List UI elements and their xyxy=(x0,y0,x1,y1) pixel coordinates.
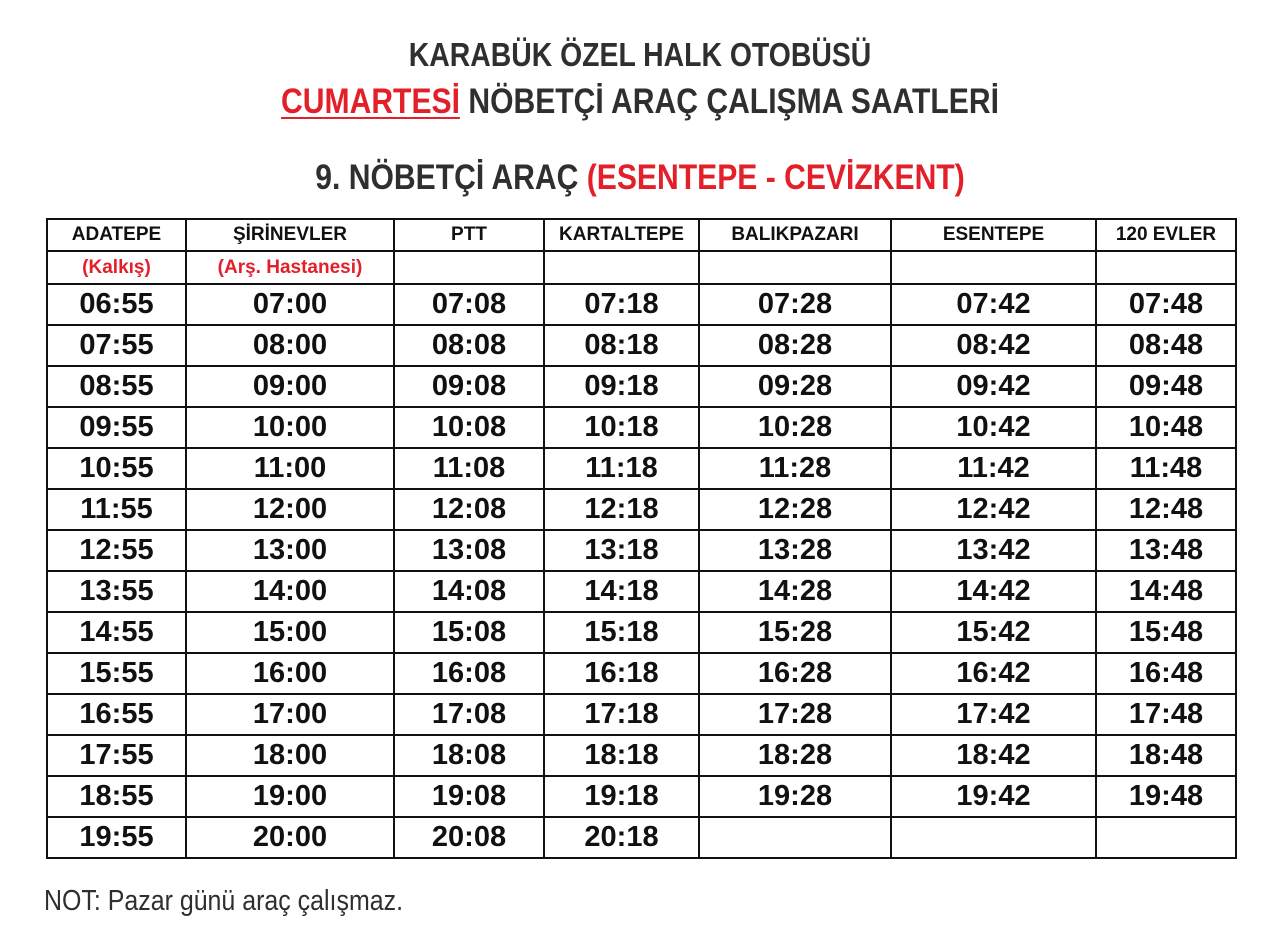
time-cell: 11:28 xyxy=(699,448,891,489)
time-cell: 08:08 xyxy=(394,325,544,366)
time-cell: 20:18 xyxy=(544,817,699,858)
table-row xyxy=(47,694,1236,735)
time-cell: 11:48 xyxy=(1096,448,1236,489)
column-subheader xyxy=(891,251,1096,284)
time-cell: 16:48 xyxy=(1096,653,1236,694)
time-cell: 07:55 xyxy=(47,325,186,366)
time-cell: 18:18 xyxy=(544,735,699,776)
column-header: KARTALTEPE xyxy=(544,219,699,251)
time-cell: 09:48 xyxy=(1096,366,1236,407)
time-cell: 06:55 xyxy=(47,284,186,325)
time-cell: 07:18 xyxy=(544,284,699,325)
time-cell: 19:08 xyxy=(394,776,544,817)
time-cell: 14:48 xyxy=(1096,571,1236,612)
time-cell: 17:28 xyxy=(699,694,891,735)
time-cell: 08:28 xyxy=(699,325,891,366)
time-cell: 19:18 xyxy=(544,776,699,817)
table-row xyxy=(47,735,1236,776)
time-cell: 15:48 xyxy=(1096,612,1236,653)
header-row xyxy=(47,219,1236,251)
table-row xyxy=(47,489,1236,530)
time-cell: 11:18 xyxy=(544,448,699,489)
time-cell: 12:28 xyxy=(699,489,891,530)
time-cell: 08:48 xyxy=(1096,325,1236,366)
column-header: ADATEPE xyxy=(47,219,186,251)
time-cell: 18:48 xyxy=(1096,735,1236,776)
table-row xyxy=(47,571,1236,612)
time-cell: 14:55 xyxy=(47,612,186,653)
time-cell: 12:08 xyxy=(394,489,544,530)
title-line-1 xyxy=(90,36,1191,74)
table-row xyxy=(47,653,1236,694)
time-cell: 15:55 xyxy=(47,653,186,694)
time-cell: 10:48 xyxy=(1096,407,1236,448)
time-cell: 15:08 xyxy=(394,612,544,653)
time-cell xyxy=(891,817,1096,858)
table-row xyxy=(47,448,1236,489)
time-cell: 09:08 xyxy=(394,366,544,407)
column-header: 120 EVLER xyxy=(1096,219,1236,251)
time-cell: 15:18 xyxy=(544,612,699,653)
schedule-table xyxy=(46,218,1237,859)
time-cell: 16:18 xyxy=(544,653,699,694)
time-cell: 15:42 xyxy=(891,612,1096,653)
table-row xyxy=(47,817,1236,858)
time-cell: 14:00 xyxy=(186,571,394,612)
time-cell: 17:48 xyxy=(1096,694,1236,735)
time-cell: 15:28 xyxy=(699,612,891,653)
time-cell: 09:18 xyxy=(544,366,699,407)
column-subheader: (Kalkış) xyxy=(47,251,186,284)
time-cell: 07:42 xyxy=(891,284,1096,325)
time-cell: 11:08 xyxy=(394,448,544,489)
time-cell: 10:28 xyxy=(699,407,891,448)
time-cell: 12:42 xyxy=(891,489,1096,530)
column-subheader xyxy=(394,251,544,284)
time-cell: 18:28 xyxy=(699,735,891,776)
column-header: ŞİRİNEVLER xyxy=(186,219,394,251)
footer-note: NOT: Pazar günü araç çalışmaz. xyxy=(44,885,404,917)
time-cell: 17:55 xyxy=(47,735,186,776)
table-row xyxy=(47,284,1236,325)
time-cell: 11:55 xyxy=(47,489,186,530)
time-cell: 19:42 xyxy=(891,776,1096,817)
title-line-2 xyxy=(90,82,1191,122)
time-cell: 07:08 xyxy=(394,284,544,325)
vehicle-label: 9. NÖBETÇİ ARAÇ xyxy=(315,158,587,197)
time-cell: 18:42 xyxy=(891,735,1096,776)
title-text: KARABÜK ÖZEL HALK OTOBÜSÜ xyxy=(408,36,872,73)
time-cell: 09:28 xyxy=(699,366,891,407)
column-header: ESENTEPE xyxy=(891,219,1096,251)
table-row xyxy=(47,366,1236,407)
time-cell: 08:18 xyxy=(544,325,699,366)
time-cell: 12:48 xyxy=(1096,489,1236,530)
time-cell: 14:28 xyxy=(699,571,891,612)
time-cell: 18:00 xyxy=(186,735,394,776)
time-cell: 17:18 xyxy=(544,694,699,735)
time-cell: 12:18 xyxy=(544,489,699,530)
time-cell: 12:55 xyxy=(47,530,186,571)
time-cell: 17:00 xyxy=(186,694,394,735)
time-cell: 20:00 xyxy=(186,817,394,858)
time-cell: 13:28 xyxy=(699,530,891,571)
time-cell: 15:00 xyxy=(186,612,394,653)
column-subheader: (Arş. Hastanesi) xyxy=(186,251,394,284)
table-row xyxy=(47,776,1236,817)
subtitle-text: NÖBETÇİ ARAÇ ÇALIŞMA SAATLERİ xyxy=(459,82,999,121)
time-cell: 13:55 xyxy=(47,571,186,612)
time-cell: 08:00 xyxy=(186,325,394,366)
time-cell: 16:55 xyxy=(47,694,186,735)
time-cell: 07:48 xyxy=(1096,284,1236,325)
time-cell: 10:00 xyxy=(186,407,394,448)
time-cell: 16:08 xyxy=(394,653,544,694)
time-cell: 19:00 xyxy=(186,776,394,817)
subheader-row xyxy=(47,251,1236,284)
time-cell: 14:08 xyxy=(394,571,544,612)
table-row xyxy=(47,407,1236,448)
time-cell: 12:00 xyxy=(186,489,394,530)
time-cell: 16:42 xyxy=(891,653,1096,694)
route-label: (ESENTEPE - CEVİZKENT) xyxy=(586,158,965,197)
column-subheader xyxy=(1096,251,1236,284)
time-cell: 10:42 xyxy=(891,407,1096,448)
time-cell: 07:00 xyxy=(186,284,394,325)
time-cell: 08:55 xyxy=(47,366,186,407)
time-cell: 11:42 xyxy=(891,448,1096,489)
time-cell: 19:28 xyxy=(699,776,891,817)
time-cell: 16:28 xyxy=(699,653,891,694)
column-subheader xyxy=(544,251,699,284)
time-cell: 09:42 xyxy=(891,366,1096,407)
time-cell: 13:18 xyxy=(544,530,699,571)
time-cell: 11:00 xyxy=(186,448,394,489)
time-cell: 10:55 xyxy=(47,448,186,489)
column-header: PTT xyxy=(394,219,544,251)
time-cell: 19:55 xyxy=(47,817,186,858)
time-cell: 14:18 xyxy=(544,571,699,612)
time-cell: 07:28 xyxy=(699,284,891,325)
time-cell: 13:42 xyxy=(891,530,1096,571)
time-cell xyxy=(699,817,891,858)
time-cell: 10:18 xyxy=(544,407,699,448)
time-cell: 16:00 xyxy=(186,653,394,694)
time-cell: 13:00 xyxy=(186,530,394,571)
time-cell: 18:08 xyxy=(394,735,544,776)
time-cell: 20:08 xyxy=(394,817,544,858)
time-cell: 18:55 xyxy=(47,776,186,817)
time-cell: 13:48 xyxy=(1096,530,1236,571)
column-header: BALIKPAZARI xyxy=(699,219,891,251)
time-cell: 14:42 xyxy=(891,571,1096,612)
table-row xyxy=(47,612,1236,653)
vehicle-heading xyxy=(90,158,1191,198)
table-row xyxy=(47,325,1236,366)
time-cell: 08:42 xyxy=(891,325,1096,366)
time-cell: 13:08 xyxy=(394,530,544,571)
time-cell: 19:48 xyxy=(1096,776,1236,817)
time-cell: 09:55 xyxy=(47,407,186,448)
time-cell xyxy=(1096,817,1236,858)
day-highlight: CUMARTESİ xyxy=(281,82,460,121)
time-cell: 17:08 xyxy=(394,694,544,735)
table-row xyxy=(47,530,1236,571)
time-cell: 10:08 xyxy=(394,407,544,448)
time-cell: 09:00 xyxy=(186,366,394,407)
column-subheader xyxy=(699,251,891,284)
time-cell: 17:42 xyxy=(891,694,1096,735)
